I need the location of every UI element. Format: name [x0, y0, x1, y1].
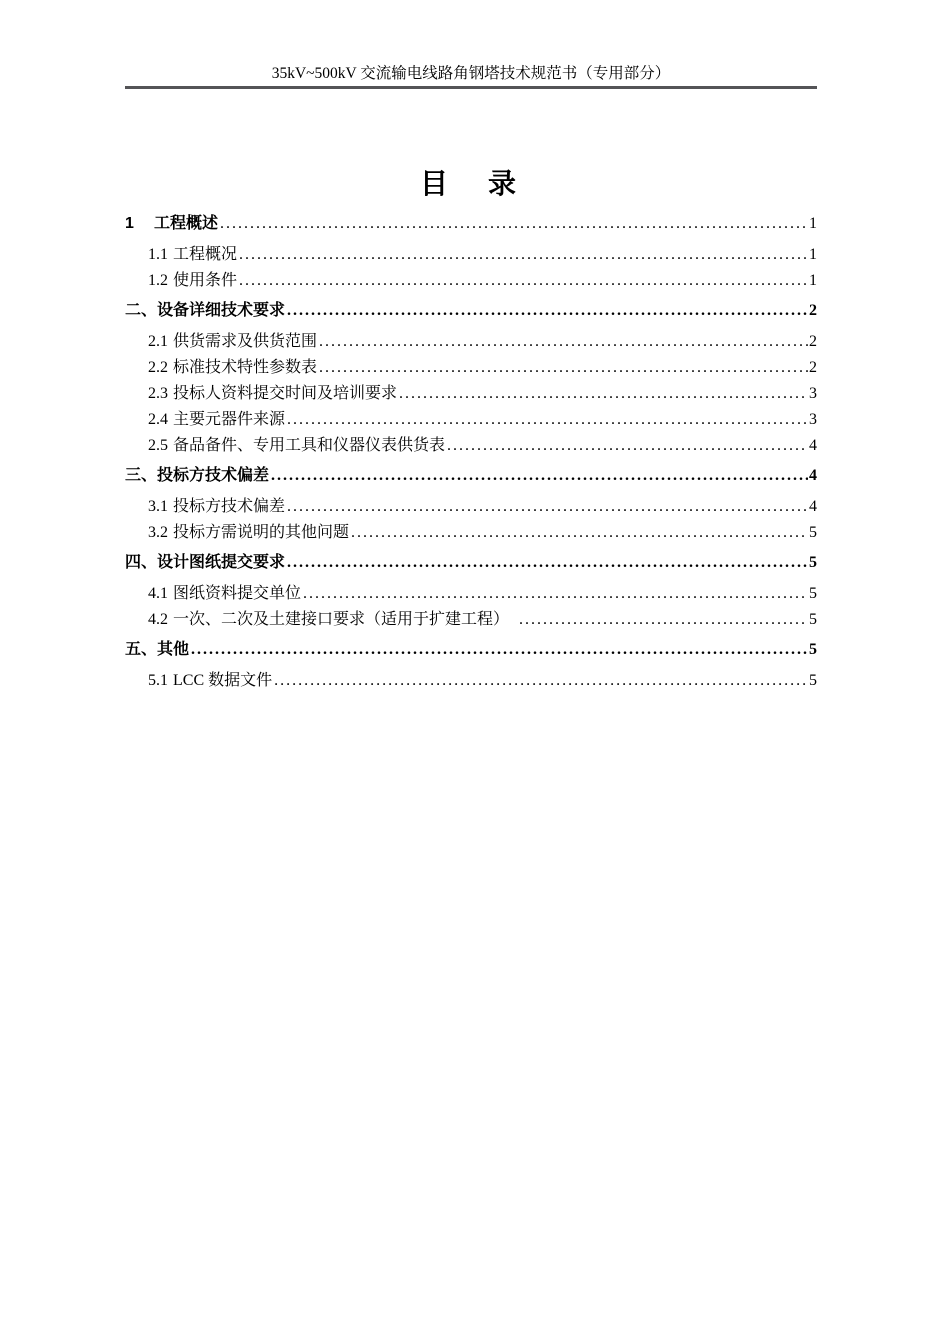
toc-entry-number: 4.1 [148, 585, 168, 602]
toc-entry-number: 3.2 [148, 524, 168, 541]
dot-leader [220, 211, 808, 237]
toc-entry-page: 5 [809, 611, 817, 628]
toc-entry-number: 1 [125, 215, 134, 232]
toc-entry-page: 4 [809, 467, 817, 484]
toc-entry-number: 2.1 [148, 333, 168, 350]
dot-leader [287, 298, 808, 324]
toc-list [125, 211, 817, 694]
dot-leader [239, 242, 808, 268]
toc-entry[interactable] [125, 355, 817, 381]
toc-entry-page: 5 [809, 641, 817, 658]
toc-entry-number: 二、 [125, 302, 158, 319]
toc-entry-label: 工程概述 [154, 215, 219, 232]
toc-entry-label: 其他 [157, 641, 190, 658]
toc-entry-number: 4.2 [148, 611, 168, 628]
dot-leader [351, 520, 808, 546]
toc-entry[interactable] [125, 581, 817, 607]
toc-entry-number: 1.2 [148, 272, 168, 289]
toc-entry[interactable] [125, 211, 817, 237]
dot-leader [519, 607, 808, 633]
page-header [125, 0, 817, 89]
dot-leader [287, 407, 808, 433]
toc-entry-page: 1 [809, 246, 817, 263]
toc-entry[interactable] [125, 329, 817, 355]
dot-leader [271, 463, 808, 489]
toc-entry-label: 投标方技术偏差 [157, 467, 270, 484]
toc-entry-number: 2.4 [148, 411, 168, 428]
toc-entry-label: 标准技术特性参数表 [173, 359, 318, 376]
toc-entry-page: 3 [809, 411, 817, 428]
toc-entry[interactable] [125, 668, 817, 694]
toc-entry-number: 三、 [125, 467, 158, 484]
toc-entry-page: 5 [809, 672, 817, 689]
toc-entry-page: 5 [809, 524, 817, 541]
toc-entry-label: 工程概况 [173, 246, 238, 263]
toc-entry-label: 使用条件 [173, 272, 238, 289]
toc-title: 目 录 [419, 168, 522, 199]
dot-leader [274, 668, 808, 694]
toc-entry-label: 投标方需说明的其他问题 [173, 524, 350, 541]
toc-entry[interactable] [125, 381, 817, 407]
dot-leader [303, 581, 808, 607]
toc-entry-label: 图纸资料提交单位 [173, 585, 302, 602]
toc-entry-label: 设计图纸提交要求 [157, 554, 286, 571]
toc-entry[interactable] [125, 433, 817, 459]
toc-entry-number: 2.2 [148, 359, 168, 376]
toc-entry-number: 2.5 [148, 437, 168, 454]
toc-entry-number: 五、 [125, 641, 158, 658]
toc-entry[interactable] [125, 494, 817, 520]
toc-entry[interactable] [125, 407, 817, 433]
toc-entry-label: 一次、二次及土建接口要求（适用于扩建工程） [173, 611, 510, 628]
toc-entry[interactable] [125, 520, 817, 546]
toc-entry[interactable] [125, 463, 817, 489]
toc-entry[interactable] [125, 550, 817, 576]
toc-entry-page: 1 [809, 272, 817, 289]
toc-entry[interactable] [125, 637, 817, 663]
toc-entry-page: 2 [809, 302, 817, 319]
toc-entry[interactable] [125, 607, 817, 633]
toc-entry-label: 设备详细技术要求 [157, 302, 286, 319]
toc-entry-page: 5 [809, 554, 817, 571]
toc-entry-page: 4 [809, 498, 817, 515]
dot-leader [239, 268, 808, 294]
toc-entry-page: 2 [809, 359, 817, 376]
toc-entry-number: 四、 [125, 554, 158, 571]
toc-entry-number: 1.1 [148, 246, 168, 263]
toc-entry-label: LCC 数据文件 [173, 672, 273, 689]
dot-leader [191, 637, 808, 663]
toc-entry-label: 备品备件、专用工具和仪器仪表供货表 [173, 437, 446, 454]
dot-leader [319, 329, 808, 355]
toc-entry-number: 5.1 [148, 672, 168, 689]
toc-entry-page: 4 [809, 437, 817, 454]
toc-entry-label: 投标方技术偏差 [173, 498, 286, 515]
toc-entry-page: 5 [809, 585, 817, 602]
toc-entry[interactable] [125, 268, 817, 294]
header-title: 35kV~500kV 交流输电线路角钢塔技术规范书（专用部分） [271, 65, 671, 82]
toc-entry-label: 主要元器件来源 [173, 411, 286, 428]
dot-leader [399, 381, 808, 407]
dot-leader [447, 433, 808, 459]
toc-entry-page: 3 [809, 385, 817, 402]
toc-entry-page: 1 [809, 215, 817, 232]
toc-entry-number: 3.1 [148, 498, 168, 515]
toc-entry-number: 2.3 [148, 385, 168, 402]
toc-entry-page: 2 [809, 333, 817, 350]
dot-leader [287, 550, 808, 576]
dot-leader [319, 355, 808, 381]
toc-entry[interactable] [125, 298, 817, 324]
toc-entry-label: 供货需求及供货范围 [173, 333, 318, 350]
dot-leader [287, 494, 808, 520]
toc-entry-label: 投标人资料提交时间及培训要求 [173, 385, 398, 402]
toc-entry[interactable] [125, 242, 817, 268]
